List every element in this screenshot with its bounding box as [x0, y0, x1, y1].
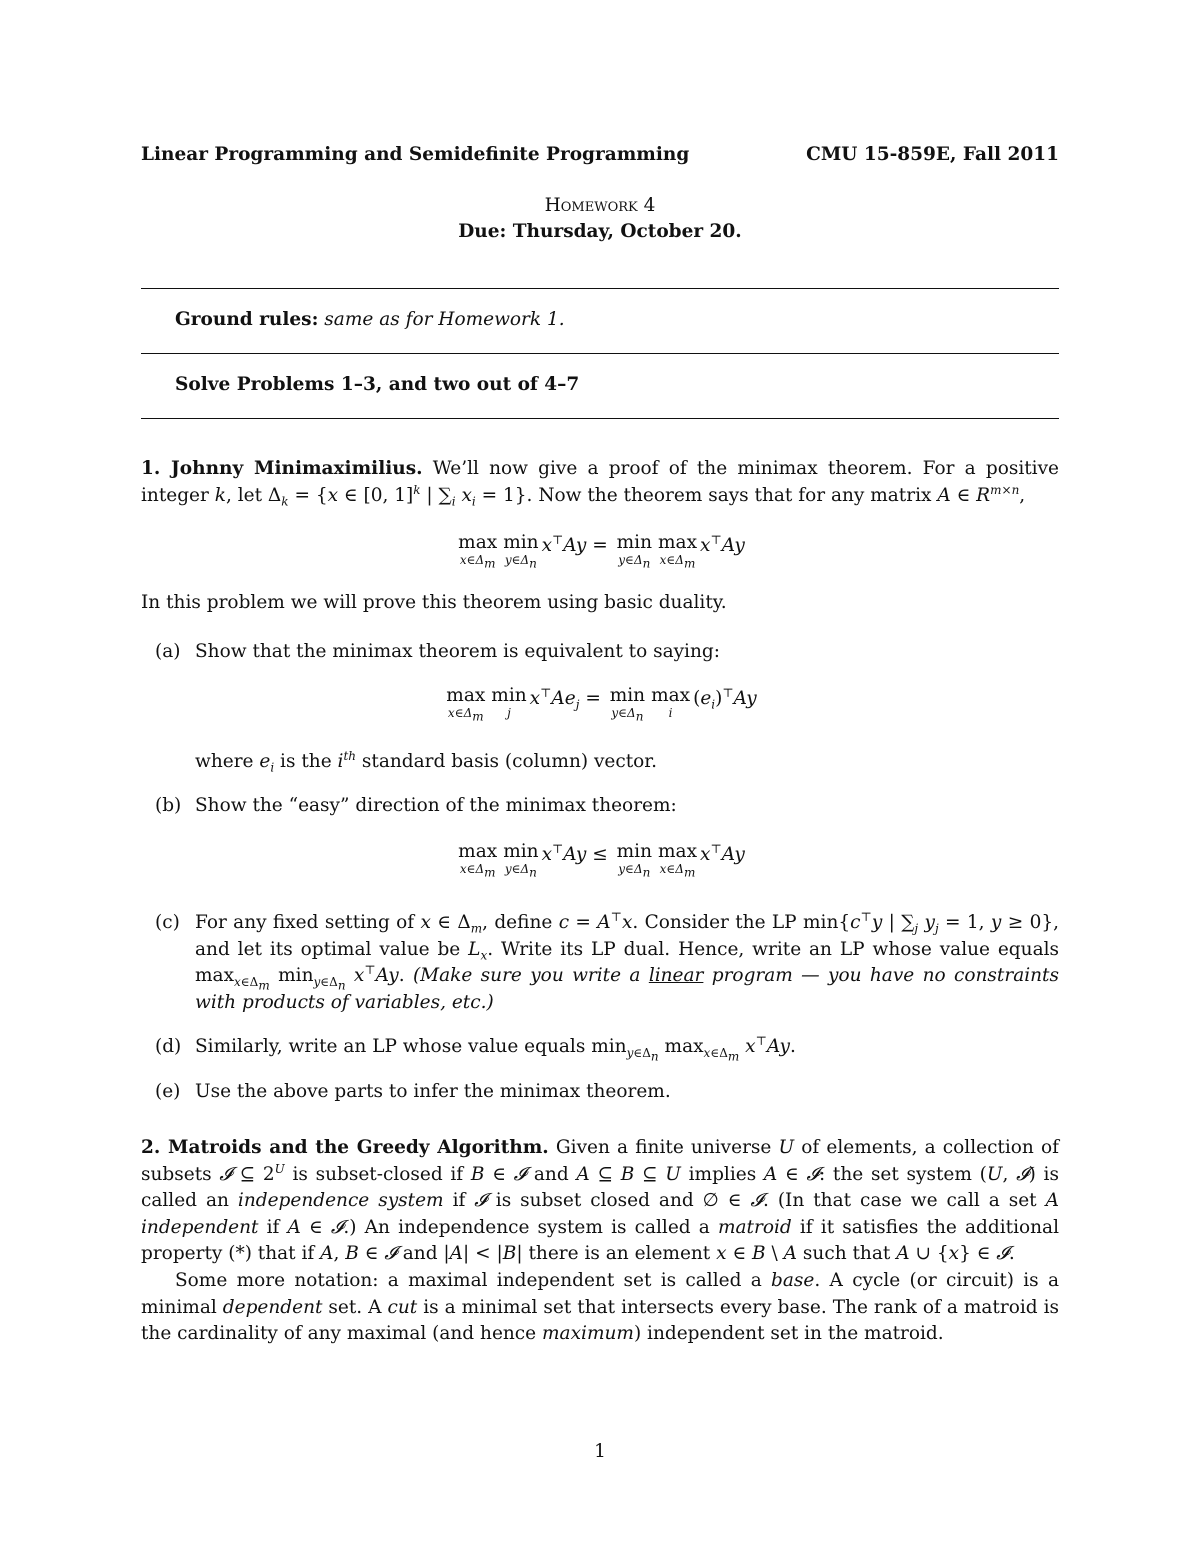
equation-minimax: max $x\in\Delta_m$ min $y\in\Delta_n$ x⊤Ay = min $y\in\Delta_n$ max $x\in\Delta_m$ x⊤Ay	[458, 532, 745, 571]
equation-a: max $x\in\Delta_m$ min j $x^⊤Ae_j = \min$ $y\in\Delta_n$ max i $(e_i)^⊤Ay$	[446, 685, 757, 724]
part-b	[141, 793, 1059, 820]
course-title: Linear Programming and Semidefinite Programming	[141, 144, 690, 165]
part-a-where: where $e_i$ is the $i^{th}$ standard basis (column) vector.	[195, 748, 658, 775]
part-a-text: Show that the minimax theorem is equivalent to saying:	[195, 641, 720, 662]
problem2-paragraph2: Some more notation: a maximal independent set is called a base. A cycle (or circuit) is a minimal dependent set. A cut is a minimal set that intersects every base. The rank of a matroid is the cardinality of any maximal (and hence maximum) independent set in the matroid.	[141, 1270, 1060, 1344]
problem1-heading: 1. Johnny Minimaximilius.	[141, 458, 423, 479]
problem1-intro: 1. Johnny Minimaximilius. We’ll now give a proof of the minimax theorem. For a positive integer k, let $\Delta_k = \{x$ ∈ [0, 1]$^k$ | $\sum_i$ $x_i = 1$}. Now the theorem says that for any matrix A ∈ $R^{m\times n}$,	[141, 458, 1059, 509]
homework-title: Homework 4	[544, 195, 656, 216]
equation-b: max $x\in\Delta_m$ min $y\in\Delta_n$ x⊤Ay ≤ min $y\in\Delta_n$ max $x\in\Delta_m$ x⊤Ay	[458, 841, 745, 880]
part-e-text: Use the above parts to infer the minimax theorem.	[195, 1081, 671, 1102]
part-b-label: (b)	[155, 795, 182, 816]
part-c-text: For any fixed setting of x ∈ $\Delta_m$, define c = A⊤x. Consider the LP min{c⊤y | $\sum_j$ $y_j = 1$, y ≥ 0}, and let its optimal value be $L_x$. Write its LP dual. Hence, write an LP whose value equals $\max_{x\in\Delta_m} \min_{y\in\Delta_n} x^⊤Ay$. (Make sure you write a linear program — you have no constraints with products of variables, etc.)	[195, 909, 1060, 1013]
part-e	[141, 1079, 1059, 1106]
part-e-label: (e)	[155, 1081, 181, 1102]
problem2-paragraph1: 2. Matroids and the Greedy Algorithm. Given a finite universe U of elements, a collection of subsets 𝓘 ⊆ $2^U$ is subset-closed if B ∈ 𝓘 and A ⊆ B ⊆ U implies A ∈ 𝓘: the set system (U, 𝓘) is called an independence system if 𝓘 is subset closed and ∅ ∈ 𝓘. (In that case we call a set A independent if A ∈ 𝓘.) An independence system is called a matroid if it satisfies the additional property (*) that if A, B ∈ 𝓘 and |A| < |B| there is an element x ∈ B \ A such that A ∪ {x} ∈ 𝓘.	[141, 1137, 1059, 1264]
ground-rules-label: Ground rules:	[175, 309, 319, 330]
problem1-duality-line: In this problem we will prove this theorem using basic duality.	[141, 592, 727, 613]
due-date: Due: Thursday, October 20.	[458, 221, 742, 242]
page-number: 1	[594, 1441, 606, 1462]
part-a	[141, 639, 1059, 666]
rule-top	[141, 288, 1059, 289]
ground-rules	[175, 307, 565, 334]
part-a-label: (a)	[155, 641, 181, 662]
part-d	[141, 1033, 1059, 1064]
ground-rules-text: same as for Homework 1.	[324, 309, 565, 330]
part-b-text: Show the “easy” direction of the minimax theorem:	[195, 795, 677, 816]
rule-bottom	[141, 418, 1059, 419]
course-code: CMU 15-859E, Fall 2011	[806, 144, 1059, 165]
part-d-text: Similarly, write an LP whose value equals $\min_{y\in\Delta_n} \max_{x\in\Delta_m} x^⊤Ay$.	[195, 1033, 796, 1064]
rule-middle	[141, 353, 1059, 354]
part-d-label: (d)	[155, 1036, 182, 1057]
problem2-heading: 2. Matroids and the Greedy Algorithm.	[141, 1137, 549, 1158]
solve-instructions: Solve Problems 1–3, and two out of 4–7	[175, 374, 580, 395]
part-c	[141, 910, 1059, 1016]
part-c-label: (c)	[155, 912, 180, 933]
